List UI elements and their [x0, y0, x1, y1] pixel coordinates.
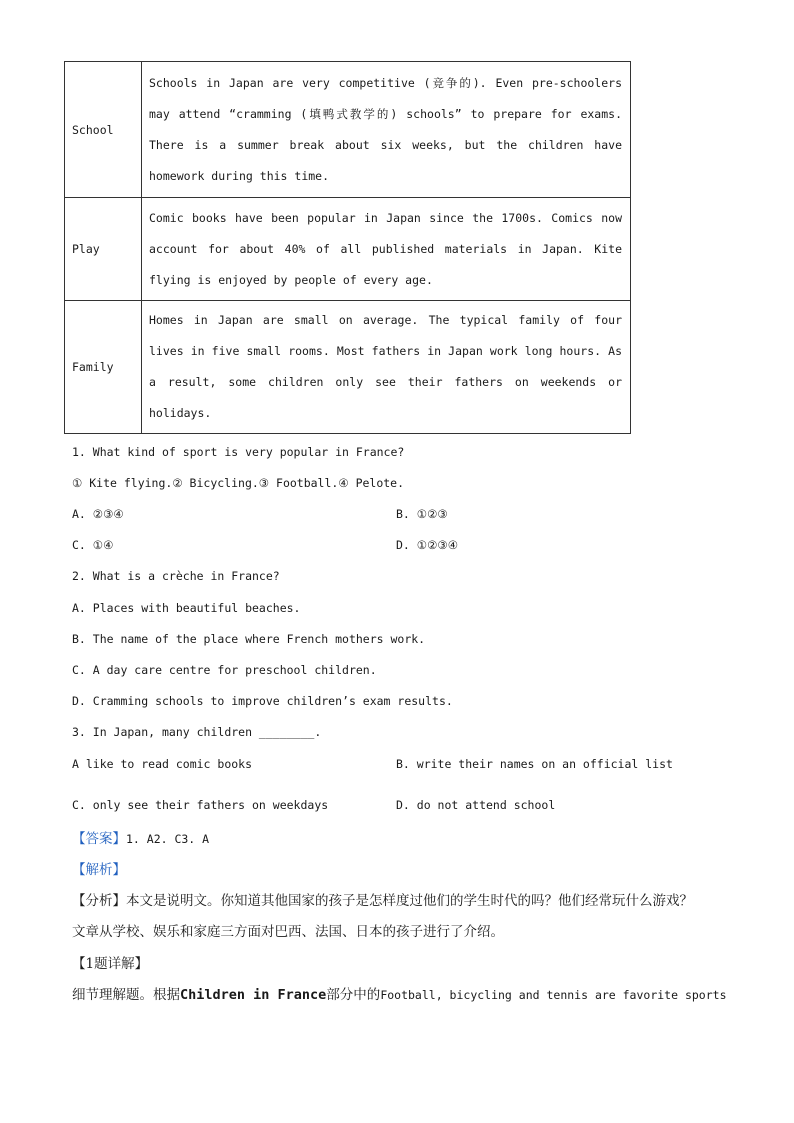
row-text: Comic books have been popular in Japan since the 1700s. Comics now account for about 40% of all published materials in Japan. Kite flying is enjoyed by people of every age.	[142, 198, 631, 301]
fenxi-text-1: 本文是说明文。你知道其他国家的孩子是怎样度过他们的学生时代的吗？他们经常玩什么游戏？	[126, 893, 693, 909]
q1-option-d: D. ①②③④	[396, 538, 459, 552]
q2-option-c: C. A day care centre for preschool children.	[72, 663, 377, 677]
row-label: Play	[65, 198, 142, 301]
q1-option-b: B. ①②③	[396, 507, 448, 521]
japan-info-table	[64, 61, 631, 434]
detail-tag: 【1题详解】	[72, 956, 149, 972]
q1-choices-line: ① Kite flying.② Bicycling.③ Football.④ Pelote.	[72, 476, 405, 490]
q2-option-a: A. Places with beautiful beaches.	[72, 601, 301, 615]
table-row	[65, 198, 631, 301]
q1-option-c: C. ①④	[72, 538, 114, 552]
row-label: Family	[65, 301, 142, 434]
row-text: Homes in Japan are small on average. The typical family of four lives in five small rooms. Most fathers in Japan work long hours. As a result, some children only see their fathers on weekends or holidays.	[142, 301, 631, 434]
q3-option-a: A like to read comic books	[72, 757, 253, 771]
answer-text: 1. A2. C3. A	[126, 832, 210, 846]
detail-prefix: 细节理解题。根据	[72, 987, 180, 1003]
analysis-tag: 【解析】	[72, 862, 126, 878]
row-text: Schools in Japan are very competitive (竞争的). Even pre-schoolers may attend “cramming (填鸭式教学的) schools” to prepare for exams. There is a summer break about six weeks, but the children have homework during this time.	[142, 62, 631, 198]
answer-line	[72, 827, 209, 847]
row-label: School	[65, 62, 142, 198]
fenxi-tag: 【分析】	[72, 893, 126, 909]
q1-option-a: A. ②③④	[72, 507, 124, 521]
table-row	[65, 301, 631, 434]
answer-tag: 【答案】	[72, 831, 126, 847]
detail-line	[72, 983, 727, 1003]
q2-stem: 2. What is a crèche in France?	[72, 569, 280, 583]
analysis-summary-line-1	[72, 889, 693, 909]
analysis-summary-line-2: 文章从学校、娱乐和家庭三方面对巴西、法国、日本的孩子进行了介绍。	[72, 924, 504, 940]
q2-option-d: D. Cramming schools to improve children’s exam results.	[72, 694, 453, 708]
detail-mid: 部分中的	[326, 987, 381, 1003]
detail-quote: Football, bicycling and tennis are favorite sports	[380, 988, 727, 1002]
q2-option-b: B. The name of the place where French mothers work.	[72, 632, 426, 646]
q1-stem: 1. What kind of sport is very popular in France?	[72, 445, 405, 459]
q3-option-c: C. only see their fathers on weekdays	[72, 798, 329, 812]
q3-stem: 3. In Japan, many children ________.	[72, 725, 322, 739]
q3-option-b: B. write their names on an official list	[396, 757, 673, 771]
table-row	[65, 62, 631, 198]
detail-bold: Children in France	[180, 987, 327, 1003]
q3-option-d: D. do not attend school	[396, 798, 556, 812]
